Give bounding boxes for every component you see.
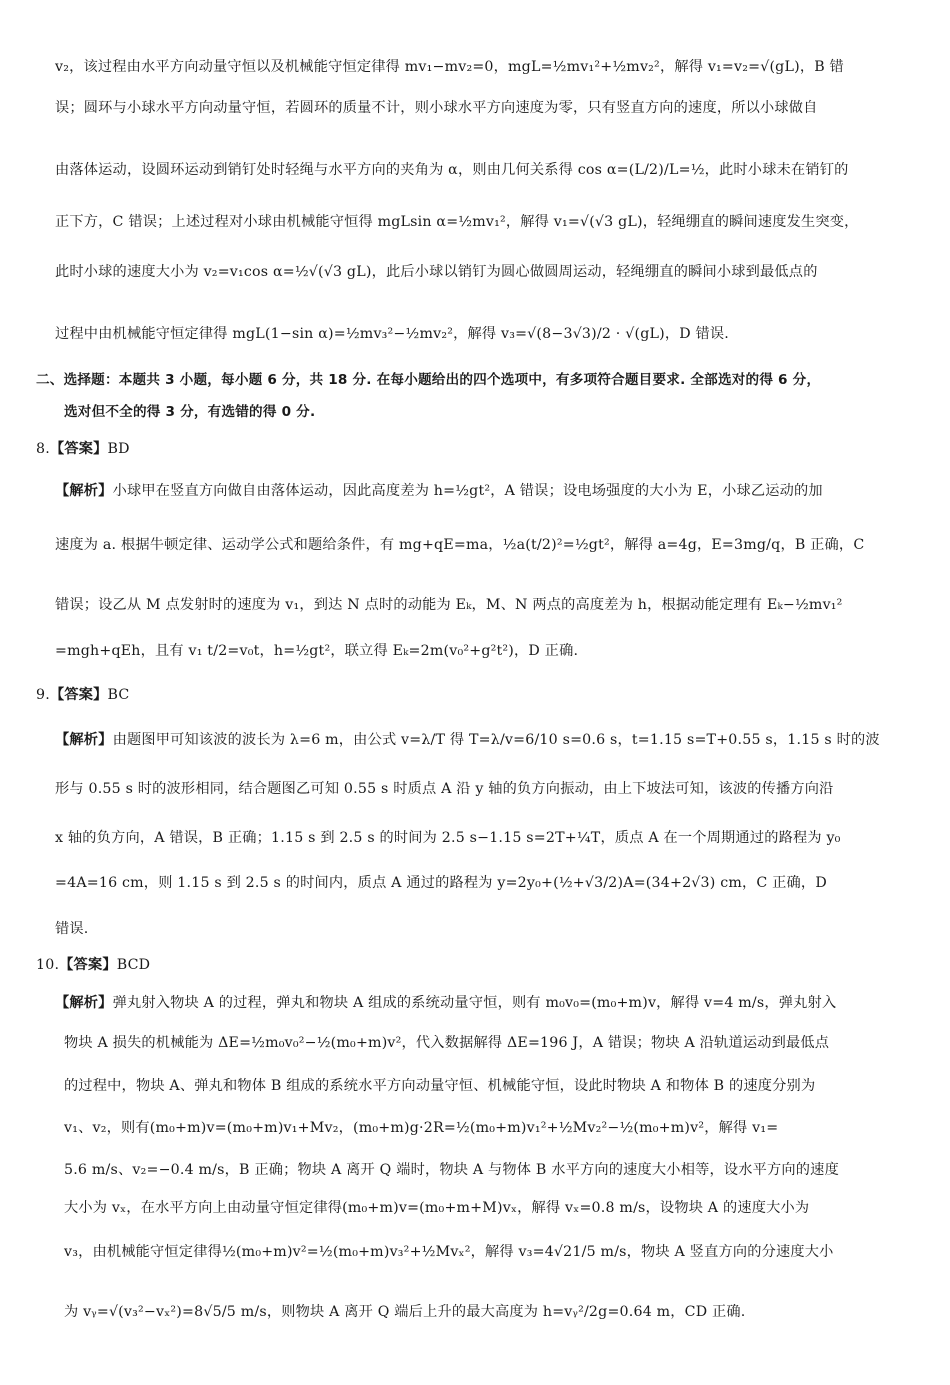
- q8-answer-line: [36, 439, 130, 459]
- q9-answer-tag: 【答案】: [49, 687, 108, 703]
- q7-analysis-line-6: 过程中由机械能守恒定律得 mgL(1−sin α)=½mv₃²−½mv₂²，解得 v₃=√(8−3√3)/2 · √(gL)，D 错误.: [55, 326, 729, 342]
- section-2-heading-cont: 选对但不全的得 3 分，有选错的得 0 分.: [64, 404, 316, 420]
- q9-number: 9.: [36, 687, 50, 703]
- q10-answer: BCD: [116, 957, 151, 973]
- q7-analysis-line-4: 正下方，C 错误；上述过程对小球由机械能守恒得 mgLsin α=½mv₁²，解得 v₁=√(√3 gL)，轻绳绷直的瞬间速度发生突变，: [55, 214, 859, 230]
- q7-analysis-line-2: 误；圆环与小球水平方向动量守恒，若圆环的质量不计，则小球水平方向速度为零，只有竖直方向的速度，所以小球做自: [55, 100, 818, 116]
- q10-answer-line: [36, 955, 150, 975]
- q7-analysis-line-1: v₂，该过程由水平方向动量守恒以及机械能守恒定律得 mv₁−mv₂=0，mgL=½mv₁²+½mv₂²，解得 v₁=v₂=√(gL)，B 错: [55, 59, 844, 75]
- q9-analysis-line-2: 形与 0.55 s 时的波形相同，结合题图乙可知 0.55 s 时质点 A 沿 y 轴的负方向振动，由上下坡法可知，该波的传播方向沿: [55, 781, 834, 797]
- q10-analysis-line-2: 物块 A 损失的机械能为 ΔE=½m₀v₀²−½(m₀+m)v²，代入数据解得 ΔE=196 J，A 错误；物块 A 沿轨道运动到最低点: [64, 1035, 830, 1051]
- q9-analysis-line-4: =4A=16 cm，则 1.15 s 到 2.5 s 的时间内，质点 A 通过的路程为 y=2y₀+(½+√3/2)A=(34+2√3) cm，C 正确，D: [55, 875, 827, 891]
- q10-analysis-line-3: 的过程中，物块 A、弹丸和物体 B 组成的系统水平方向动量守恒、机械能守恒，设此时物块 A 和物体 B 的速度分别为: [64, 1078, 816, 1094]
- q10-analysis-line-6: 大小为 vₓ，在水平方向上由动量守恒定律得(m₀+m)v=(m₀+m+M)vₓ，解得 vₓ=0.8 m/s，设物块 A 的速度大小为: [64, 1200, 810, 1216]
- q9-analysis-text-1: 由题图甲可知该波的波长为 λ=6 m，由公式 v=λ/T 得 T=λ/v=6/10 s=0.6 s，t=1.15 s=T+0.55 s，1.15 s 时的波: [112, 732, 880, 748]
- q10-analysis-line-8: 为 vᵧ=√(v₃²−vₓ²)=8√5/5 m/s，则物块 A 离开 Q 端后上升的最大高度为 h=vᵧ²/2g=0.64 m，CD 正确.: [64, 1304, 746, 1320]
- q8-analysis-line-4: =mgh+qEh，且有 v₁ t/2=v₀t，h=½gt²，联立得 Eₖ=2m(v₀²+g²t²)，D 正确.: [55, 643, 579, 659]
- q7-analysis-line-3: 由落体运动，设圆环运动到销钉处时轻绳与水平方向的夹角为 α，则由几何关系得 cos α=(L/2)/L=½，此时小球未在销钉的: [55, 162, 849, 178]
- q9-answer: BC: [107, 687, 130, 703]
- section-2-heading: 二、选择题：本题共 3 小题，每小题 6 分，共 18 分. 在每小题给出的四个选项中，有多项符合题目要求. 全部选对的得 6 分，: [36, 372, 821, 388]
- q8-number: 8.: [36, 441, 50, 457]
- q8-analysis-line-2: 速度为 a. 根据牛顿定律、运动学公式和题给条件，有 mg+qE=ma，½a(t/2)²=½gt²，解得 a=4g，E=3mg/q，B 正确，C: [55, 537, 865, 553]
- q10-analysis-text-1: 弹丸射入物块 A 的过程，弹丸和物块 A 组成的系统动量守恒，则有 m₀v₀=(m₀+m)v，解得 v=4 m/s，弹丸射入: [112, 995, 837, 1011]
- q10-analysis-line-5: 5.6 m/s、v₂=−0.4 m/s，B 正确；物块 A 离开 Q 端时，物块 A 与物体 B 水平方向的速度大小相等，设水平方向的速度: [64, 1162, 839, 1178]
- q8-analysis-tag: 【解析】: [55, 483, 113, 499]
- q10-analysis-line-4: v₁、v₂，则有(m₀+m)v=(m₀+m)v₁+Mv₂，(m₀+m)g·2R=½(m₀+m)v₁²+½Mv₂²−½(m₀+m)v²，解得 v₁=: [64, 1120, 779, 1136]
- q9-answer-line: [36, 685, 129, 705]
- q10-number: 10.: [36, 957, 60, 973]
- q8-analysis-line-1: [55, 481, 823, 501]
- q7-analysis-line-5: 此时小球的速度大小为 v₂=v₁cos α=½√(√3 gL)，此后小球以销钉为圆心做圆周运动，轻绳绷直的瞬间小球到最低点的: [55, 264, 818, 280]
- q10-analysis-tag: 【解析】: [55, 995, 113, 1011]
- q9-analysis-line-5: 错误.: [55, 921, 89, 937]
- q8-analysis-line-3: 错误；设乙从 M 点发射时的速度为 v₁，到达 N 点时的动能为 Eₖ，M、N 两点的高度差为 h，根据动能定理有 Eₖ−½mv₁²: [55, 597, 843, 613]
- q10-answer-tag: 【答案】: [59, 957, 117, 973]
- q9-analysis-line-1: [55, 730, 880, 750]
- q8-answer: BD: [107, 441, 130, 457]
- q8-answer-tag: 【答案】: [49, 441, 108, 457]
- q9-analysis-tag: 【解析】: [55, 732, 113, 748]
- q10-analysis-line-1: [55, 993, 836, 1013]
- q9-analysis-line-3: x 轴的负方向，A 错误，B 正确；1.15 s 到 2.5 s 的时间为 2.5 s−1.15 s=2T+¼T，质点 A 在一个周期通过的路程为 y₀: [55, 830, 841, 846]
- q10-analysis-line-7: v₃，由机械能守恒定律得½(m₀+m)v²=½(m₀+m)v₃²+½Mvₓ²，解得 v₃=4√21/5 m/s，物块 A 竖直方向的分速度大小: [64, 1244, 834, 1260]
- q8-analysis-text-1: 小球甲在竖直方向做自由落体运动，因此高度差为 h=½gt²，A 错误；设电场强度的大小为 E，小球乙运动的加: [112, 483, 823, 499]
